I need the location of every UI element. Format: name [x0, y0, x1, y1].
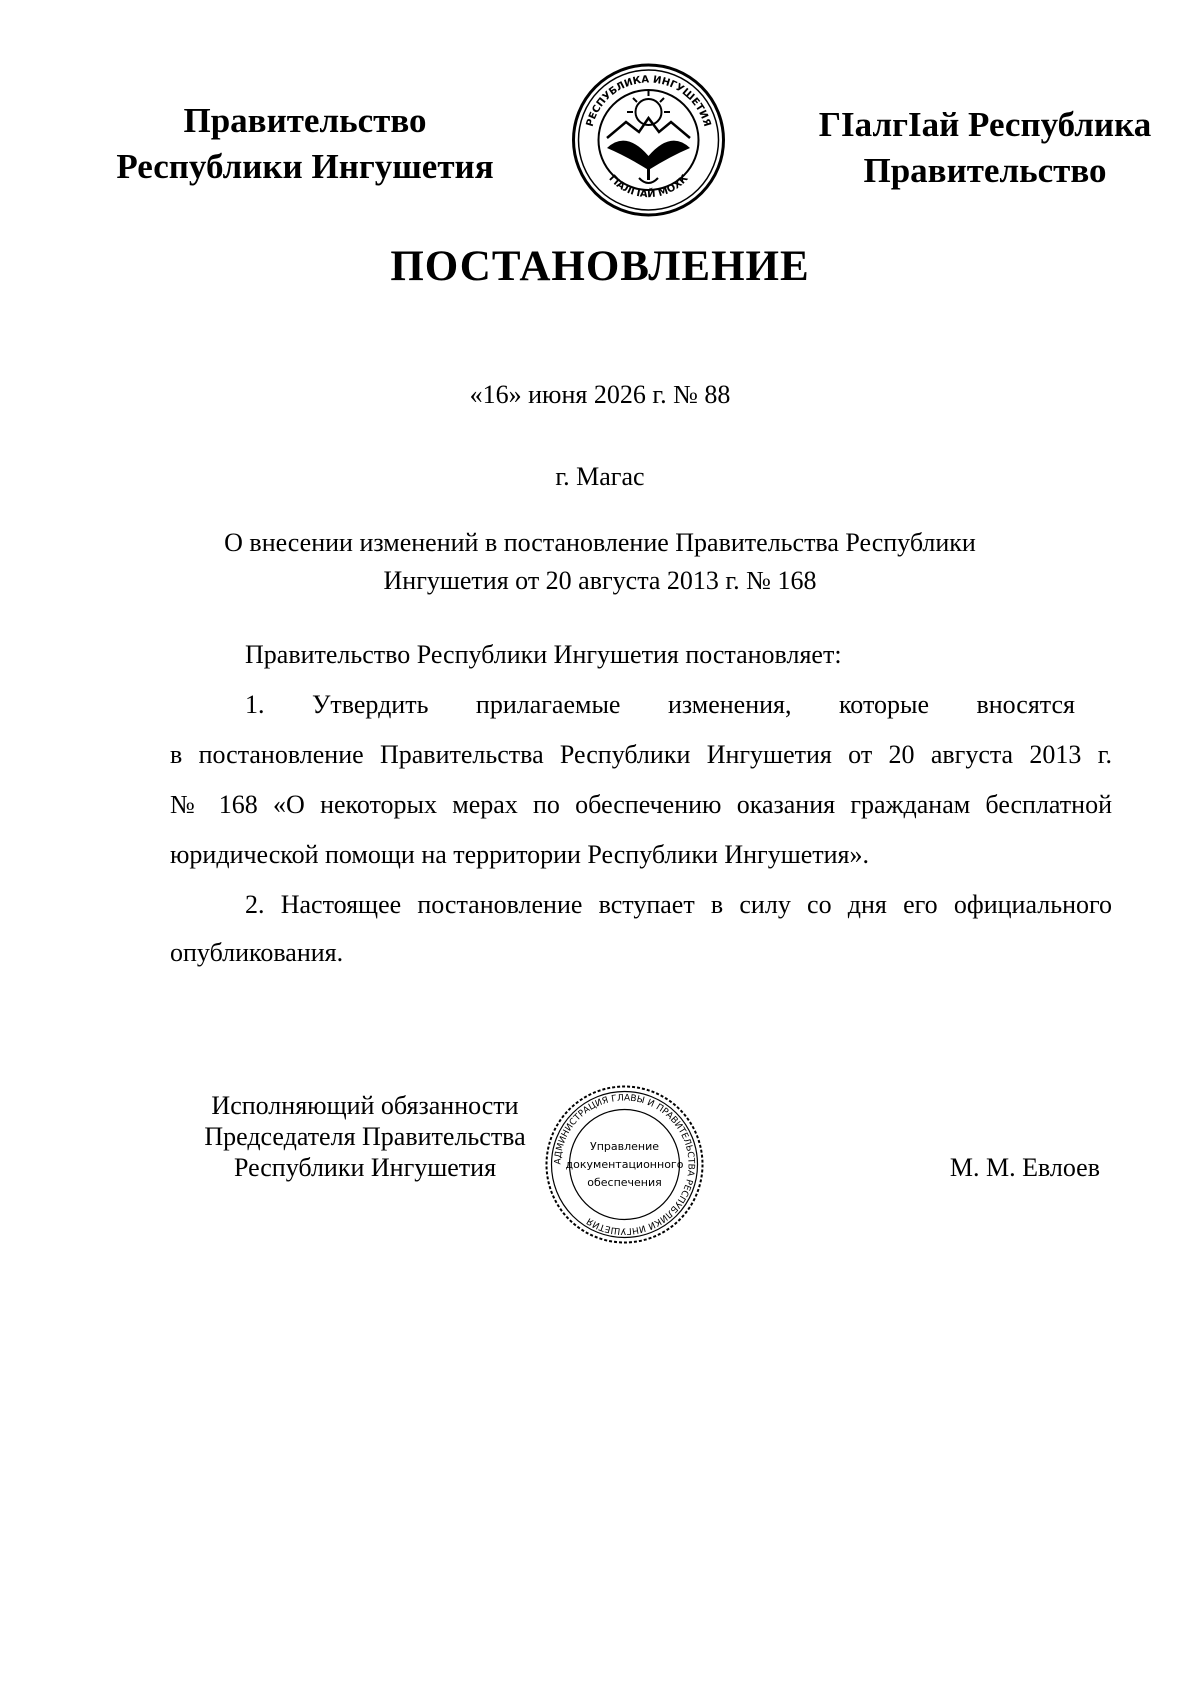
- item1-line2: в постановление Правительства Республики Ингушетия от 20 августа 2013 г.: [170, 740, 1112, 769]
- item1-line1: 1. Утвердить прилагаемые изменения, которые вносятся: [245, 690, 1075, 719]
- header-right: [775, 102, 1195, 194]
- date-line: «16» июня 2026 г. № 88: [469, 380, 731, 409]
- header-left-line2: Республики Ингушетия: [116, 147, 494, 186]
- intro-paragraph: Правительство Республики Ингушетия постановляет:: [245, 640, 842, 669]
- place-line: г. Магас: [555, 462, 645, 491]
- heading-line2: Ингушетия от 20 августа 2013 г. № 168: [383, 566, 817, 595]
- stamp-line3: обеспечения: [587, 1176, 662, 1189]
- stamp-ring-text: АДМИНИСТРАЦИЯ ГЛАВЫ И ПРАВИТЕЛЬСТВА РЕСПУБЛИКИ ИНГУШЕТИЯ: [553, 1093, 696, 1236]
- header-right-line1: ГIалгIай Республика: [818, 105, 1152, 144]
- header-left: [80, 98, 530, 190]
- signer-name: М. М. Евлоев: [949, 1153, 1100, 1182]
- emblem-top-text: РЕСПУБЛИКА ИНГУШЕТИЯ: [584, 74, 713, 128]
- official-stamp: [542, 1082, 707, 1247]
- item2-line2: опубликования.: [170, 938, 344, 967]
- stamp-line2: документационного: [565, 1158, 684, 1171]
- coat-of-arms-emblem: [571, 60, 726, 220]
- document-heading: [0, 524, 1200, 600]
- stamp-line1: Управление: [589, 1140, 660, 1153]
- item2-line1: 2. Настоящее постановление вступает в силу со дня его официального: [245, 890, 1112, 919]
- position-line3: Республики Ингушетия: [233, 1153, 497, 1182]
- header-right-line2: Правительство: [863, 151, 1107, 190]
- item1-line3: № 168 «О некоторых мерах по обеспечению оказания гражданам бесплатной: [170, 790, 1112, 819]
- signer-position: [150, 1090, 580, 1183]
- heading-line1: О внесении изменений в постановление Правительства Республики: [224, 528, 976, 557]
- position-line2: Председателя Правительства: [204, 1122, 526, 1151]
- emblem-bottom-text: ГIАЛГIАЙ МОХК: [606, 173, 691, 201]
- header-left-line1: Правительство: [183, 101, 427, 140]
- item1-line4: юридической помощи на территории Республики Ингушетия».: [170, 840, 870, 869]
- document-title: ПОСТАНОВЛЕНИЕ: [390, 243, 810, 290]
- position-line1: Исполняющий обязанности: [211, 1091, 519, 1120]
